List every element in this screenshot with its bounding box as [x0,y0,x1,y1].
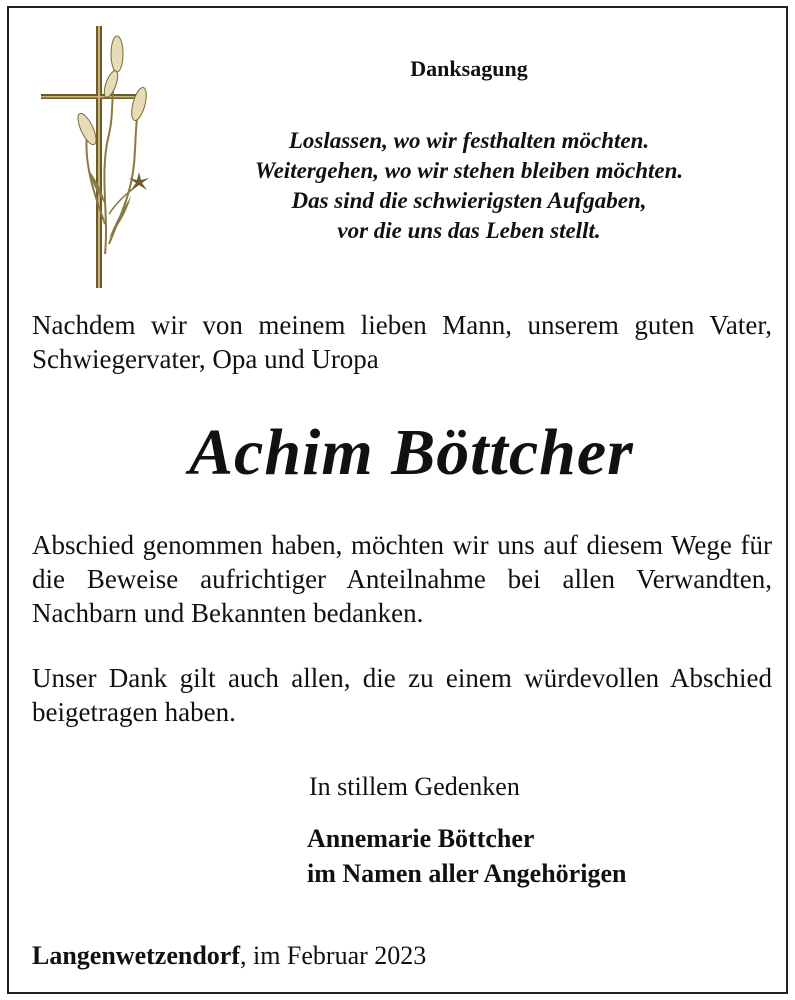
poem-line: Weitergehen, wo wir stehen bleiben möchten. [254,158,684,183]
deceased-name: Achim Böttcher [189,416,634,489]
poem-line: vor die uns das Leben stellt. [337,218,601,243]
poem [169,126,769,246]
signer-name: Annemarie Böttcher [307,824,535,853]
poem-line: Loslassen, wo wir festhalten möchten. [288,128,650,153]
signer-note: im Namen aller Angehörigen [307,859,627,888]
signers [307,821,626,891]
obituary-notice [7,6,788,994]
cross-with-wheat-icon [39,24,149,292]
place-date [32,940,426,972]
gratitude-paragraph: Unser Dank gilt auch allen, die zu einem würdevollen Abschied beigetragen haben. [32,663,772,727]
place-name: Langenwetzendorf [32,941,240,970]
heading-danksagung: Danksagung [410,56,528,81]
poem-line: Das sind die schwierigsten Aufgaben, [291,188,647,213]
thanks-paragraph: Abschied genommen haben, möchten wir uns auf diesem Wege für die Beweise aufrichtiger Anteilnahme bei allen Verwandten, Nachbarn und Bekannten bedanken. [32,530,772,628]
intro-paragraph: Nachdem wir von meinem lieben Mann, unserem guten Vater, Schwiegervater, Opa und Uropa [32,310,772,374]
date-text: , im Februar 2023 [239,941,427,970]
in-memory-line: In stillem Gedenken [309,772,520,801]
